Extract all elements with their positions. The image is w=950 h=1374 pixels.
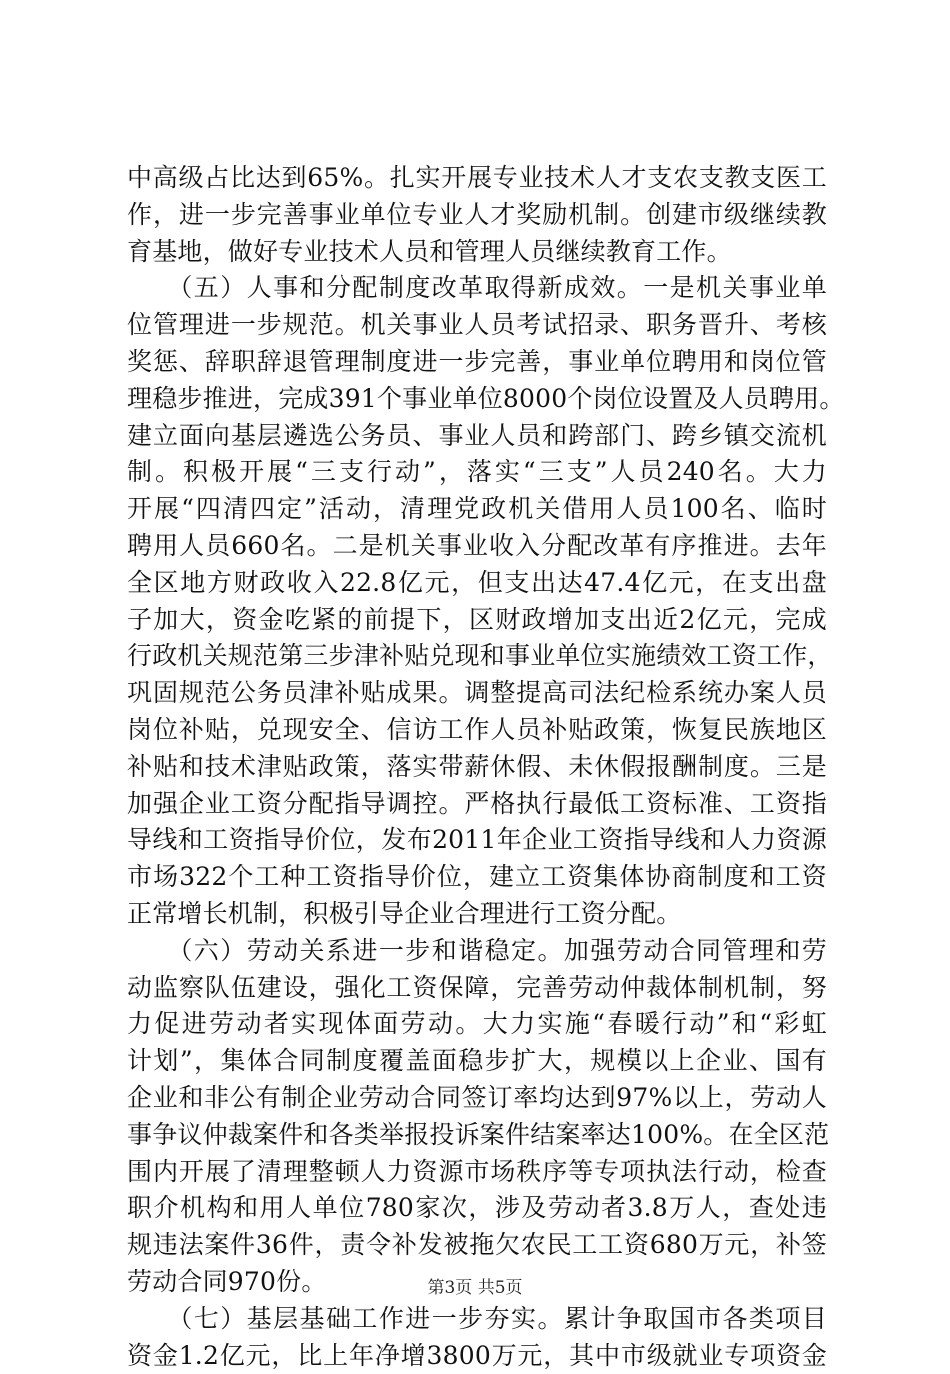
text-line: 企业和非公有制企业劳动合同签订率均达到97%以上，劳动人 [127,1080,827,1117]
text-line: 职介机构和用人单位780家次，涉及劳动者3.8万人，查处违 [127,1190,827,1227]
text-line: 劳动合同970份。 [127,1264,827,1301]
text-line: 育基地，做好专业技术人员和管理人员继续教育工作。 [127,234,827,271]
text-line: 事争议仲裁案件和各类举报投诉案件结案率达100%。在全区范 [127,1117,827,1154]
page-footer: 第3页 共5页 [0,1273,950,1298]
text-line: 动监察队伍建设，强化工资保障，完善劳动仲裁体制机制，努 [127,970,827,1007]
text-line: 作，进一步完善事业单位专业人才奖励机制。创建市级继续教 [127,197,827,234]
text-line: 子加大，资金吃紧的前提下，区财政增加支出近2亿元，完成 [127,602,827,639]
text-line: 行政机关规范第三步津补贴兑现和事业单位实施绩效工资工作， [127,638,827,675]
text-line: 力促进劳动者实现体面劳动。大力实施“春暖行动”和“彩虹 [127,1006,827,1043]
text-line: 开展“四清四定”活动，清理党政机关借用人员100名、临时 [127,491,827,528]
text-line: （七）基层基础工作进一步夯实。累计争取国市各类项目 [127,1301,827,1338]
text-line: 奖惩、辞职辞退管理制度进一步完善，事业单位聘用和岗位管 [127,344,827,381]
text-line: 围内开展了清理整顿人力资源市场秩序等专项执法行动，检查 [127,1154,827,1191]
body-text [127,160,827,1374]
text-line: 补贴和技术津贴政策，落实带薪休假、未休假报酬制度。三是 [127,749,827,786]
text-line: 计划”，集体合同制度覆盖面稳步扩大，规模以上企业、国有 [127,1043,827,1080]
text-line: 聘用人员660名。二是机关事业收入分配改革有序推进。去年 [127,528,827,565]
text-line: 资金1.2亿元，比上年净增3800万元，其中市级就业专项资金 [127,1338,827,1374]
text-line: 规违法案件36件，责令补发被拖欠农民工工资680万元，补签 [127,1227,827,1264]
text-line: 全区地方财政收入22.8亿元，但支出达47.4亿元，在支出盘 [127,565,827,602]
text-line: 市场322个工种工资指导价位，建立工资集体协商制度和工资 [127,859,827,896]
text-line: 导线和工资指导价位，发布2011年企业工资指导线和人力资源 [127,822,827,859]
text-line: 巩固规范公务员津补贴成果。调整提高司法纪检系统办案人员 [127,675,827,712]
text-line: （五）人事和分配制度改革取得新成效。一是机关事业单 [127,270,827,307]
text-line: 加强企业工资分配指导调控。严格执行最低工资标准、工资指 [127,786,827,823]
text-line: 建立面向基层遴选公务员、事业人员和跨部门、跨乡镇交流机 [127,418,827,455]
text-line: （六）劳动关系进一步和谐稳定。加强劳动合同管理和劳 [127,933,827,970]
text-line: 正常增长机制，积极引导企业合理进行工资分配。 [127,896,827,933]
text-line: 制。积极开展“三支行动”，落实“三支”人员240名。大力 [127,454,827,491]
text-line: 岗位补贴，兑现安全、信访工作人员补贴政策，恢复民族地区 [127,712,827,749]
text-line: 位管理进一步规范。机关事业人员考试招录、职务晋升、考核 [127,307,827,344]
text-line: 理稳步推进，完成391个事业单位8000个岗位设置及人员聘用。 [127,381,827,418]
text-line: 中高级占比达到65%。扎实开展专业技术人才支农支教支医工 [127,160,827,197]
